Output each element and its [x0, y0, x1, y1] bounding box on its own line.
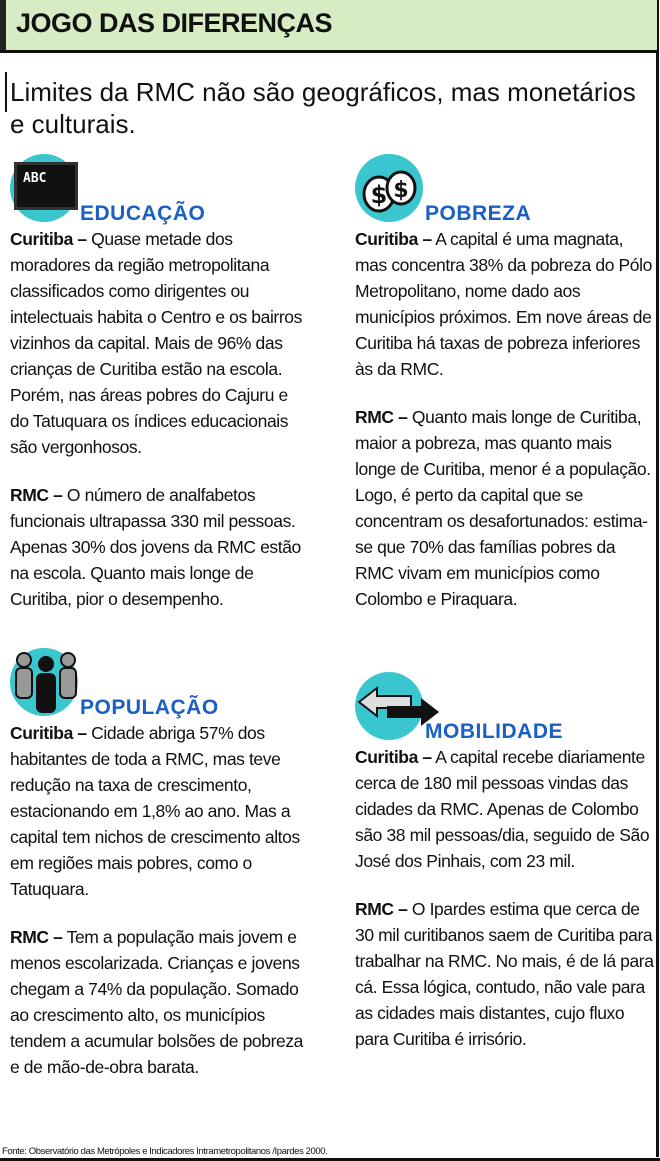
paragraph-text: Cidade abriga 57% dos habitantes de toda a RMC, mas teve redução na taxa de crescimento, estacionando em 1,8% ao ano. Mas a capital tem nichos de crescimento altos em regiões mais pobres, como o Tatuquara.: [10, 723, 300, 899]
section-populacao: [10, 648, 310, 1102]
header-accent-bar: [0, 0, 6, 50]
paragraph-text: Quanto mais longe de Curitiba, maior a pobreza, mas quanto mais longe de Curitiba, menor é a população. Logo, é perto da capital que se concentram os desafortunados: estima-se que 70% das famílias pobres da RMC vivam em municípios como Colombo e Piraquara.: [355, 407, 651, 609]
paragraph-label: RMC –: [10, 485, 63, 505]
paragraph-label: RMC –: [355, 899, 408, 919]
dollar-bags-icon: [355, 154, 423, 222]
section-mobilidade: [355, 672, 655, 1074]
paragraph-curitiba: [10, 226, 310, 460]
paragraph-label: Curitiba –: [10, 229, 87, 249]
people-group-icon: [10, 648, 78, 716]
people-group-svg: [6, 646, 86, 718]
paragraph-rmc: [10, 482, 310, 612]
section-pobreza: [355, 154, 655, 634]
section-header: [10, 648, 310, 720]
section-header: [355, 672, 655, 744]
paragraph-label: RMC –: [10, 927, 63, 947]
paragraph-text: O Ipardes estima que cerca de 30 mil curitibanos saem de Curitiba para trabalhar na RMC. No mais, é de lá para cá. Essa lógica, contudo, não vale para as cidades mais distantes, cujo fluxo para Curitiba é irrisório.: [355, 899, 654, 1049]
chalkboard-icon: [14, 162, 78, 210]
paragraph-curitiba: [10, 720, 310, 902]
paragraph-label: Curitiba –: [10, 723, 87, 743]
two-way-arrows-icon: [355, 672, 423, 740]
paragraph-text: O número de analfabetos funcionais ultrapassa 330 mil pessoas. Apenas 30% dos jovens da RMC estão na escola. Quanto mais longe de Curitiba, pior o desempenho.: [10, 485, 301, 609]
paragraph-rmc: [10, 924, 310, 1080]
paragraph-label: RMC –: [355, 407, 408, 427]
paragraph-text: A capital recebe diariamente cerca de 180 mil pessoas vindas das cidades da RMC. Apenas de Colombo são 38 mil pessoas/dia, seguido de São José dos Pinhais, com 23 mil.: [355, 747, 650, 871]
paragraph-rmc: [355, 404, 655, 612]
section-title: POBREZA: [425, 202, 532, 225]
section-title: MOBILIDADE: [425, 720, 563, 743]
paragraph-curitiba: [355, 744, 655, 874]
paragraph-text: A capital é uma magnata, mas concentra 38% da pobreza do Pólo Metropolitano, nome dado aos municípios próximos. Em nove áreas de Curitiba há taxas de pobreza inferiores às da RMC.: [355, 229, 652, 379]
paragraph-curitiba: [355, 226, 655, 382]
svg-text:$: $: [393, 178, 409, 203]
section-title: EDUCAÇÃO: [80, 202, 206, 225]
chalkboard-abc-icon: [10, 154, 78, 222]
paragraph-text: Tem a população mais jovem e menos escolarizada. Crianças e jovens chegam a 74% da população. Somado ao crescimento alto, os municípios tendem a acumular bolsões de pobreza e de mão-de-obra barata.: [10, 927, 304, 1077]
dollar-bags-svg: [355, 154, 423, 222]
subtitle-rule: [5, 72, 7, 112]
svg-text:$: $: [370, 181, 388, 209]
header-bar: [0, 0, 657, 53]
section-header: [10, 154, 310, 226]
section-header: [355, 154, 655, 226]
paragraph-label: Curitiba –: [355, 747, 432, 767]
page-title: JOGO DAS DIFERENÇAS: [16, 8, 333, 38]
paragraph-rmc: [355, 896, 655, 1052]
source-note: Fonte: Observatório das Metrópoles e Indicadores Intrametropolitanos /Ipardes 2000.: [2, 1146, 328, 1157]
section-title: POPULAÇÃO: [80, 696, 219, 719]
section-educacao: [10, 154, 310, 634]
paragraph-label: Curitiba –: [355, 229, 432, 249]
subtitle: Limites da RMC não são geográficos, mas monetários e culturais.: [10, 77, 636, 139]
chalkboard-text: ABC: [23, 171, 47, 186]
paragraph-text: Quase metade dos moradores da região metropolitana classificados como dirigentes ou intelectuais habita o Centro e os bairros vizinhos da capital. Mais de 96% das crianças de Curitiba estão na escola. Porém, nas áreas pobres do Cajuru e do Tatuquara os índices educacionais são vergonhosos.: [10, 229, 302, 457]
